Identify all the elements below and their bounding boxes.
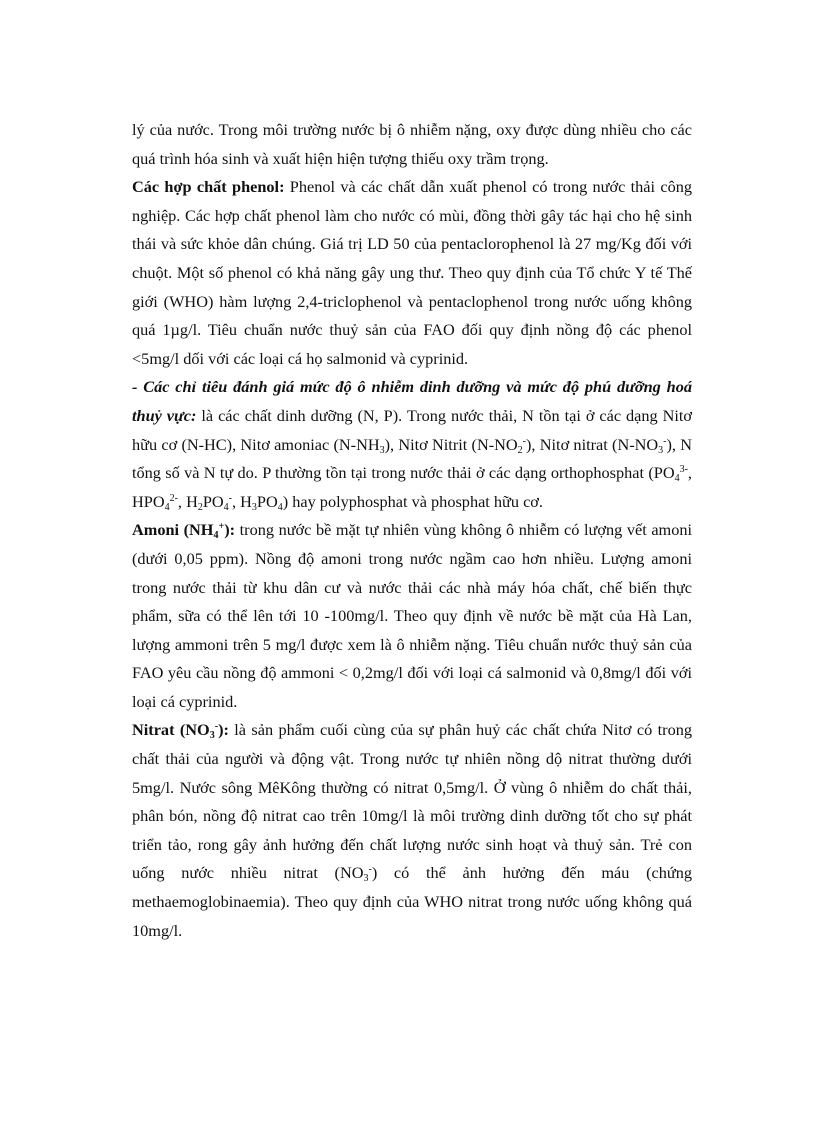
text-run: PO <box>202 491 224 511</box>
superscript: - <box>522 435 527 447</box>
section-heading-nitrate <box>132 720 229 742</box>
subscript: 2 <box>517 444 523 456</box>
paragraph-ammonium <box>132 516 692 716</box>
subscript: 3 <box>363 873 369 885</box>
subscript: 4 <box>277 501 283 513</box>
text-run: ), N tổng số và N tự do. P thường tồn tại trong nước thải ở các dạng orthophosphat (PO <box>132 434 693 483</box>
paragraph-nitrate <box>132 716 692 945</box>
text-run: , H <box>177 491 198 511</box>
text-run: ), Nitơ Nitrit (N-NO <box>384 434 518 454</box>
subscript: 3 <box>379 444 385 456</box>
section-heading-ammonium <box>132 520 236 542</box>
paragraph-text: trong nước bề mặt tự nhiên vùng không ô nhiễm có lượng vết amoni (dưới 0,05 ppm). Nồng độ amoni trong nước ngầm cao hơn nhiều. Lượng amoni trong nước thải từ khu dân cư và nước thải các nhà máy hóa chất, chế biến thực phẩm, sữa có thể lên tới 10 -100mg/l. Theo quy định về nước bề mặt của Hà Lan, lượng ammoni trên 5 mg/l được xem là ô nhiễm nặng. Tiêu chuẩn nước thuỷ sản của FAO yêu cầu nồng độ ammoni < 0,2mg/l đối với loại cá salmonid và 0,8mg/l đối với loại cá cyprinid. <box>132 520 693 711</box>
paragraph-phenol <box>132 173 692 373</box>
section-heading-phenol: Các hợp chất phenol: <box>132 177 285 197</box>
subscript: 2 <box>197 501 203 513</box>
text-run: , H <box>232 491 252 511</box>
subscript: 3 <box>658 444 664 456</box>
heading-run: ): <box>224 520 236 540</box>
superscript: 2- <box>169 492 178 504</box>
superscript: + <box>218 521 225 533</box>
superscript: - <box>368 864 372 876</box>
document-page <box>132 116 692 945</box>
text-run: PO <box>256 491 278 511</box>
paragraph-oxygen-continuation <box>132 116 692 173</box>
text-run: ) hay polyphosphat và phosphat hữu cơ. <box>282 491 543 511</box>
text-run: là các chất dinh dưỡng (N, P). Trong nước thải, N tồn tại ở các dạng Nitơ hữu cơ (N-HC), Nitơ amoniac (N-NH <box>132 405 693 454</box>
paragraph-text: lý của nước. Trong môi trường nước bị ô nhiễm nặng, oxy được dùng nhiều cho các quá trình hóa sinh và xuất hiện hiện tượng thiếu oxy trầm trọng. <box>132 120 692 168</box>
heading-run: Nitrat (NO <box>132 720 210 740</box>
subscript: 4 <box>164 501 170 513</box>
subscript: 3 <box>251 501 257 513</box>
heading-run: ): <box>218 720 229 740</box>
superscript: 3- <box>679 464 688 476</box>
superscript: - <box>663 435 667 447</box>
superscript: - <box>214 721 219 733</box>
paragraph-nutrients <box>132 373 692 516</box>
superscript: - <box>228 492 232 504</box>
subscript: 4 <box>674 473 680 485</box>
text-run: ) có thể ảnh hưởng đến máu (chứng methaemoglobinaemia). Theo quy định của WHO nitrat trong nước uống không quá 10mg/l. <box>132 863 692 940</box>
text-run: , HPO <box>132 463 692 511</box>
subscript: 4 <box>213 530 219 542</box>
section-heading-nutrients: - Các chỉ tiêu đánh giá mức độ ô nhiễm dinh dưỡng và mức độ phú dưỡng hoá thuỷ vực: <box>132 377 692 425</box>
subscript: 4 <box>223 501 229 513</box>
text-run: là sản phẩm cuối cùng của sự phân huỷ các chất chứa Nitơ có trong chất thải của người và động vật. Trong nước tự nhiên nồng dộ nitrat thường dưới 5mg/l. Nước sông MêKông thường có nitrat 0,5mg/l. Ở vùng ô nhiễm do chất thải, phân bón, nồng độ nitrat cao trên 10mg/l là môi trường dinh dưỡng tốt cho sự phát triển tảo, rong gây ảnh hưởng đến chất lượng nước sinh hoạt và thuỷ sản. Trẻ con uống nước nhiều nitrat (NO <box>132 720 693 883</box>
text-run: ), Nitơ nitrat (N-NO <box>526 434 659 454</box>
subscript: 3 <box>209 730 215 742</box>
paragraph-text: Phenol và các chất dẫn xuất phenol có trong nước thải công nghiệp. Các hợp chất phenol làm cho nước có mùi, đồng thời gây tác hại cho hệ sinh thái và sức khỏe dân chúng. Giá trị LD 50 của pentaclorophenol là 27 mg/Kg đối với chuột. Một số phenol có khả năng gây ung thư. Theo quy định của Tổ chức Y tế Thế giới (WHO) hàm lượng 2,4-triclophenol và pentaclophenol trong nước uống không quá 1µg/l. Tiêu chuẩn nước thuỷ sản của FAO đối quy định nồng độ các phenol <5mg/l dối với các loại cá họ salmonid và cyprinid. <box>132 177 693 368</box>
heading-run: Amoni (NH <box>132 520 214 540</box>
